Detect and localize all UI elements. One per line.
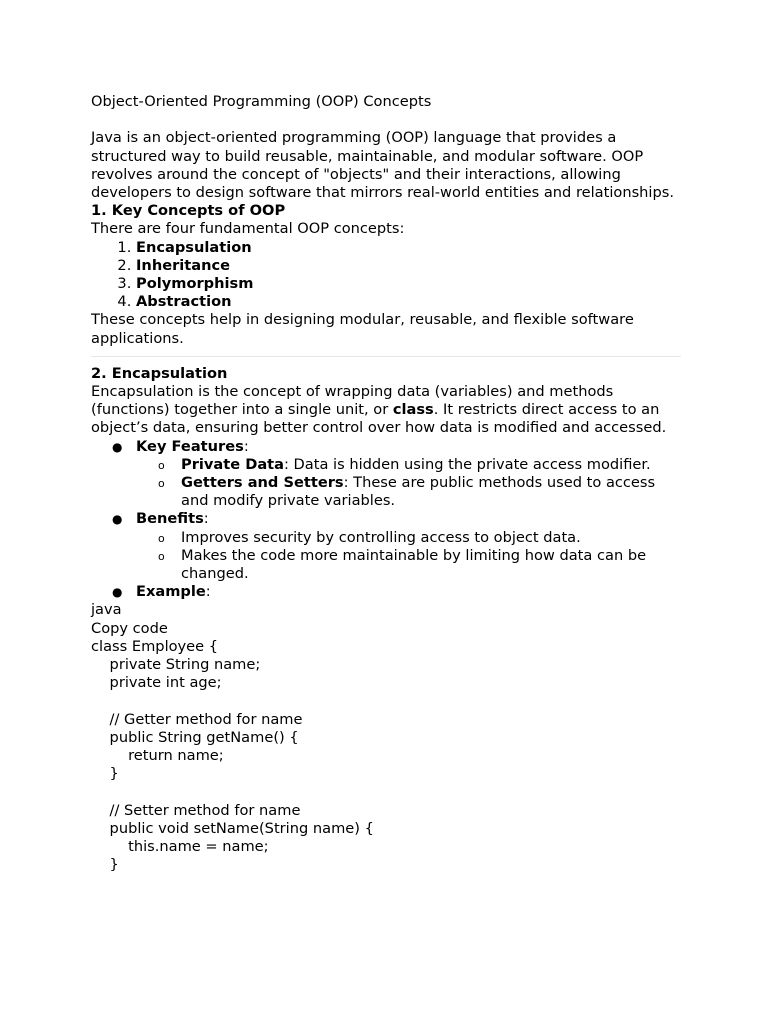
encapsulation-text-part2: . It restricts direct access to an object’s data, ensuring better control over how data is modified and accessed. [91,401,667,437]
section-1-closing: These concepts help in designing modular, reusable, and flexible software applications. [91,311,634,347]
section-divider [91,356,681,357]
key-features-item [112,437,681,511]
encapsulation-paragraph [91,383,681,438]
code-language-label: java [91,601,122,619]
document-title: Object-Oriented Programming (OOP) Concepts [91,93,432,110]
feature-term: Getters and Setters [181,474,344,492]
sub-list-item [158,474,681,510]
circle-bullet-icon: o [158,477,165,491]
benefits-item [112,510,681,583]
feature-text: : These are public methods used to access and modify private variables. [181,474,656,510]
benefits-sublist [136,529,681,584]
feature-term: Private Data [181,455,284,473]
bullet-icon: ● [112,585,123,600]
section-2-heading: 2. Encapsulation [91,364,228,382]
section-1-lead: There are four fundamental OOP concepts: [91,220,405,238]
example-label: Example [136,583,206,601]
encapsulation-bullet-list [91,438,681,602]
benefits-label: Benefits [136,510,204,528]
encapsulation-class-term: class [392,401,434,419]
circle-bullet-icon: o [158,549,165,563]
key-features-sublist [136,456,681,511]
copy-code-button[interactable]: Copy code [91,619,168,637]
circle-bullet-icon: o [158,458,165,472]
concept-item: 4. Abstraction [136,293,681,311]
encapsulation-text-part1: Encapsulation is the concept of wrapping data (variables) and methods (functions) together into a single unit, or [91,383,614,419]
code-block: class Employee { private String name; private int age; // Getter method for name public String getName() { return name; } // Setter method for name public void setName(String name) { this.name = name; } [91,637,374,874]
benefit-text: Improves security by controlling access to object data. [181,528,581,546]
oop-concepts-list [91,239,681,312]
document-page [91,93,681,875]
circle-bullet-icon: o [158,531,165,545]
key-features-label: Key Features [136,437,244,455]
bullet-icon: ● [112,512,123,527]
feature-text: : Data is hidden using the private access modifier. [284,455,651,473]
concept-item: 1. Encapsulation [136,239,681,257]
colon: : [203,510,209,528]
concept-item: 2. Inheritance [136,257,681,275]
colon: : [243,437,249,455]
benefit-text: Makes the code more maintainable by limiting how data can be changed. [181,546,647,583]
section-1-heading: 1. Key Concepts of OOP [91,202,286,220]
colon: : [205,583,211,601]
concept-item: 3. Polymorphism [136,275,681,293]
bullet-icon: ● [112,439,123,454]
example-item [112,583,681,601]
sub-list-item [158,546,681,583]
sub-list-item [158,528,681,547]
sub-list-item [158,455,681,474]
intro-paragraph: Java is an object-oriented programming (OOP) language that provides a structured way to build reusable, maintainable, and modular software. OOP revolves around the concept of "objects" and their interactions, allowing developers to design software that mirrors real-world entities and relationships. [91,129,674,201]
